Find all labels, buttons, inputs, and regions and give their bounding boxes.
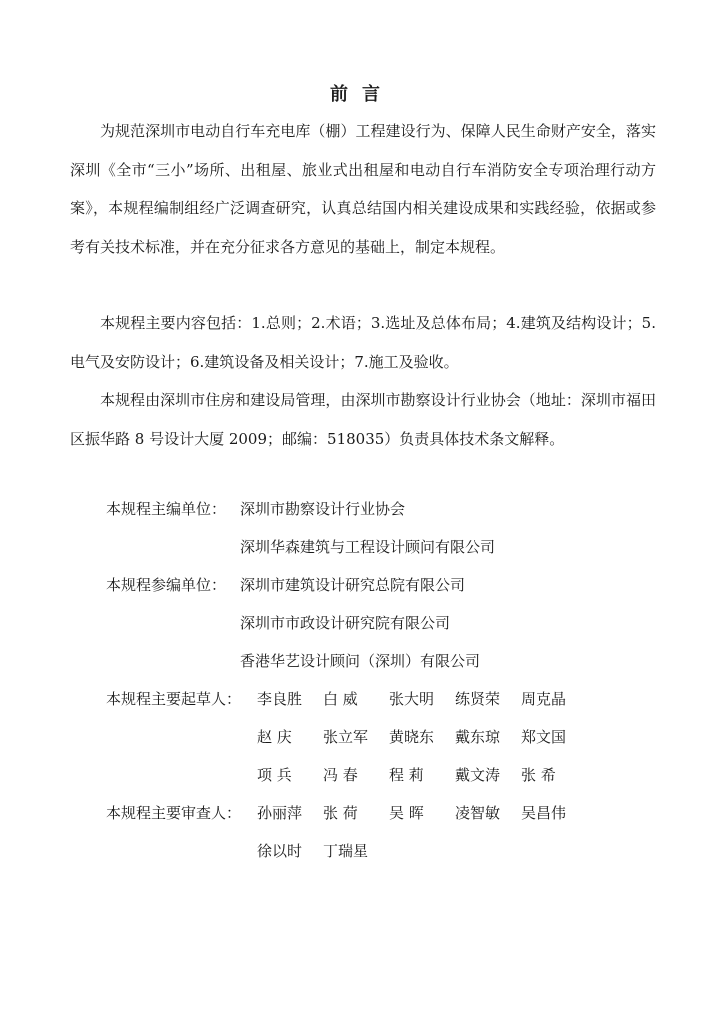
drafter-name: 张大明 [389,690,435,708]
drafter-name: 练贤荣 [455,690,501,708]
drafters-row [257,765,587,785]
reviewer-name: 徐以时 [257,842,303,860]
drafters-label: 本规程主要起草人： [106,690,242,708]
reviewers-row [257,841,389,861]
reviewer-name: 张 荷 [323,804,358,822]
reviewer-name: 吴昌伟 [521,804,567,822]
drafter-name: 戴文涛 [455,766,501,784]
page-title: 前言 [330,84,394,105]
drafters-row [257,727,587,747]
drafter-name: 李良胜 [257,690,303,708]
drafter-name: 戴东琼 [455,728,501,746]
drafter-name: 赵 庆 [257,728,292,746]
drafter-name: 张 希 [521,766,556,784]
reviewer-name: 孙丽萍 [257,804,303,822]
reviewer-name: 丁瑞星 [323,842,369,860]
drafter-name: 郑文国 [521,728,567,746]
management-paragraph: 本规程由深圳市住房和建设局管理，由深圳市勘察设计行业协会（地址：深圳市福田区振华路 8 号设计大厦 2009；邮编：518035）负责具体技术条文解释。 [70,391,656,448]
drafter-name: 周克晶 [521,690,567,708]
drafter-name: 黄晓东 [389,728,435,746]
participating-unit: 深圳市市政设计研究院有限公司 [240,614,451,632]
chief-unit: 深圳市勘察设计行业协会 [240,500,406,518]
drafter-name: 程 莉 [389,766,424,784]
chief-unit: 深圳华森建筑与工程设计顾问有限公司 [240,538,496,556]
drafter-name: 张立军 [323,728,369,746]
drafter-name: 白 威 [323,690,358,708]
intro-paragraph: 为规范深圳市电动自行车充电库（棚）工程建设行为、保障人民生命财产安全，落实深圳《全市“三小”场所、出租屋、旅业式出租屋和电动自行车消防安全专项治理行动方案》，本规程编制组经广泛调查研究，认真总结国内相关建设成果和实践经验，依据或参考有关技术标准，并在充分征求各方意见的基础上，制定本规程。 [70,122,656,256]
reviewer-name: 凌智敏 [455,804,501,822]
contents-paragraph: 本规程主要内容包括：1.总则；2.术语；3.选址及总体布局；4.建筑及结构设计；5.电气及安防设计；6.建筑设备及相关设计；7.施工及验收。 [70,314,656,371]
drafter-name: 项 兵 [257,766,292,784]
drafters-row [257,689,587,709]
participating-units-label: 本规程参编单位： [106,576,227,594]
reviewers-label: 本规程主要审查人： [106,804,242,822]
drafter-name: 冯 春 [323,766,358,784]
participating-unit: 香港华艺设计顾问（深圳）有限公司 [240,652,481,670]
participating-unit: 深圳市建筑设计研究总院有限公司 [240,576,466,594]
reviewer-name: 吴 晖 [389,804,424,822]
chief-units-label: 本规程主编单位： [106,500,227,518]
reviewers-row [257,803,587,823]
